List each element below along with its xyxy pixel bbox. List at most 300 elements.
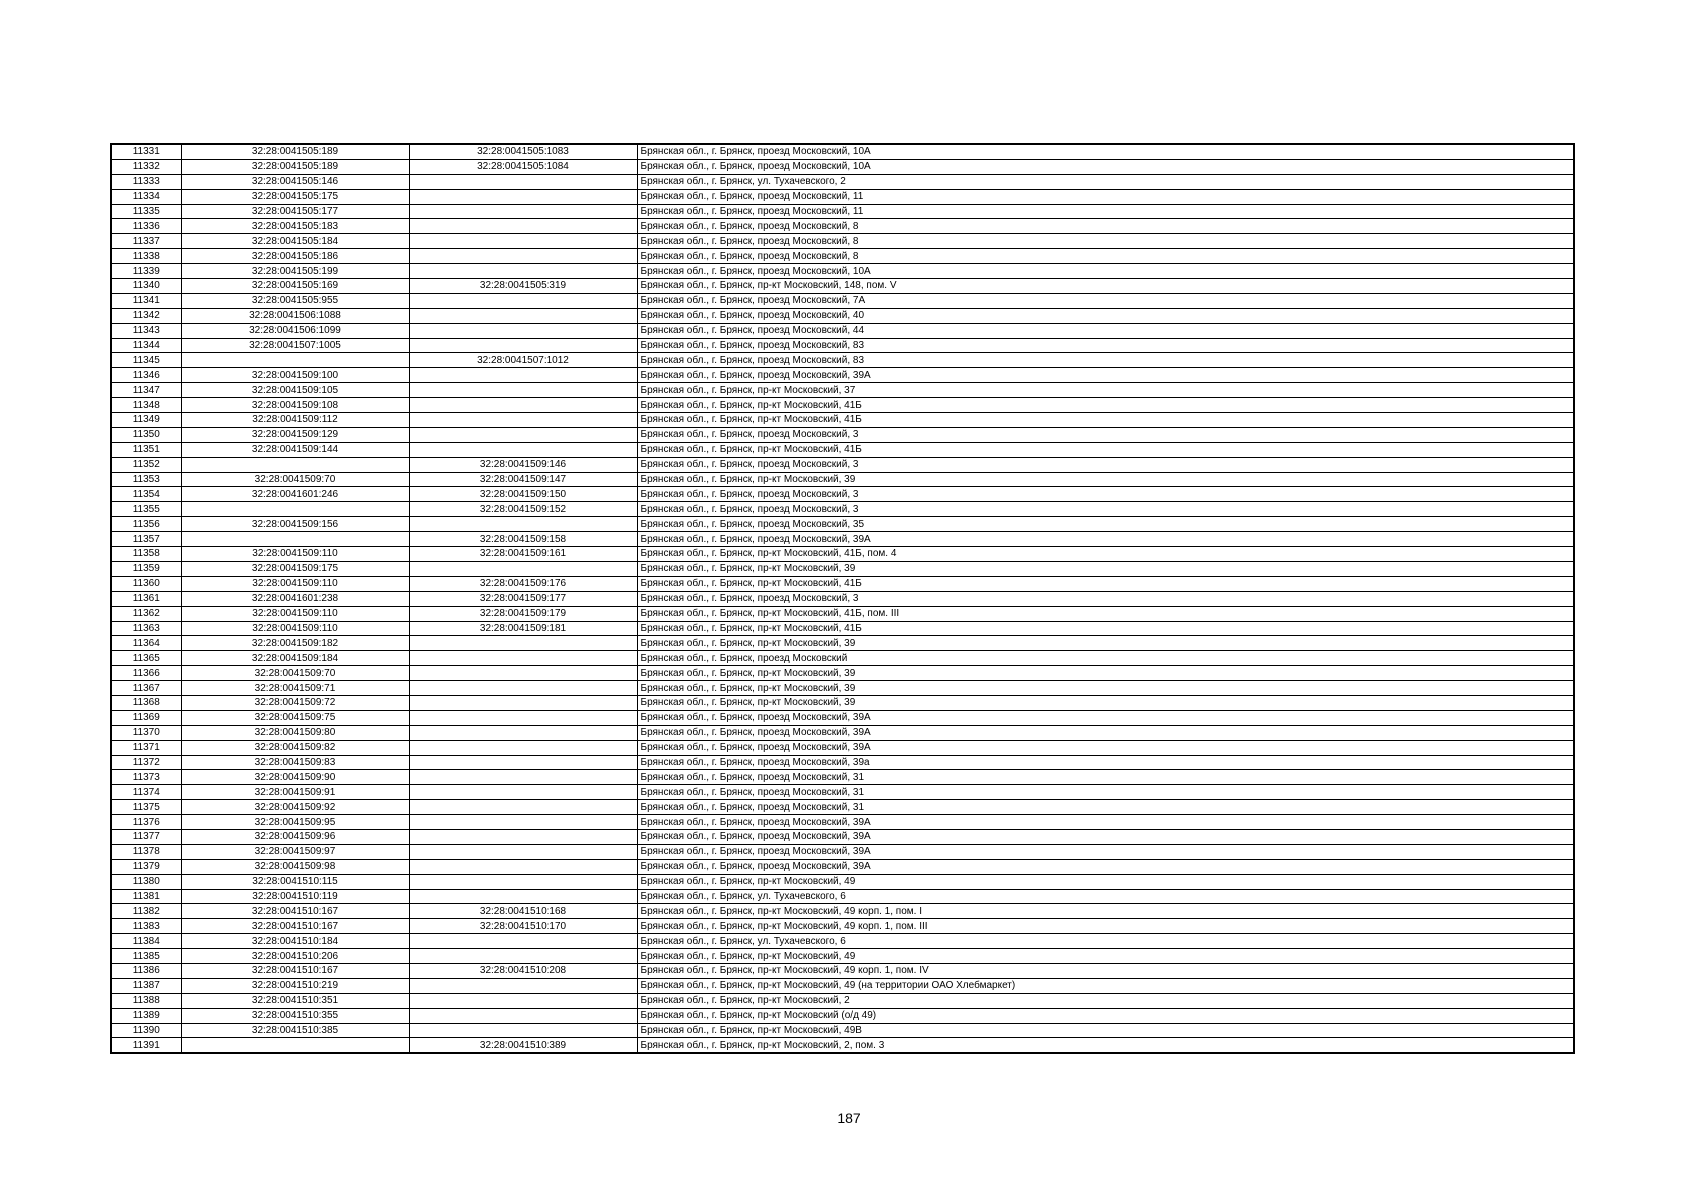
row-number-cell: 11373 <box>111 770 181 785</box>
parent-cadastral-number-cell: 32:28:0041505:184 <box>181 234 409 249</box>
parent-cadastral-number-cell: 32:28:0041509:95 <box>181 815 409 830</box>
address-cell: Брянская обл., г. Брянск, проезд Московский, 31 <box>637 770 1574 785</box>
parent-cadastral-number-cell: 32:28:0041509:92 <box>181 800 409 815</box>
parent-cadastral-number-cell <box>181 1038 409 1053</box>
cadastral-number-cell: 32:28:0041509:147 <box>409 472 637 487</box>
row-number-cell: 11345 <box>111 353 181 368</box>
address-cell: Брянская обл., г. Брянск, проезд Московский, 31 <box>637 785 1574 800</box>
address-cell: Брянская обл., г. Брянск, пр-кт Московский, 39 <box>637 666 1574 681</box>
row-number-cell: 11370 <box>111 725 181 740</box>
parent-cadastral-number-cell: 32:28:0041509:175 <box>181 561 409 576</box>
cadastral-number-cell: 32:28:0041505:319 <box>409 279 637 294</box>
parent-cadastral-number-cell: 32:28:0041510:115 <box>181 874 409 889</box>
address-cell: Брянская обл., г. Брянск, проезд Московский, 7А <box>637 293 1574 308</box>
address-cell: Брянская обл., г. Брянск, пр-кт Московский, 37 <box>637 383 1574 398</box>
row-number-cell: 11360 <box>111 576 181 591</box>
table-row <box>111 398 1574 413</box>
row-number-cell: 11355 <box>111 502 181 517</box>
parent-cadastral-number-cell: 32:28:0041510:219 <box>181 978 409 993</box>
parent-cadastral-number-cell: 32:28:0041509:98 <box>181 859 409 874</box>
cadastral-number-cell <box>409 413 637 428</box>
cadastral-number-cell <box>409 442 637 457</box>
cadastral-number-cell: 32:28:0041505:1084 <box>409 159 637 174</box>
address-cell: Брянская обл., г. Брянск, пр-кт Московский, 148, пом. V <box>637 279 1574 294</box>
parent-cadastral-number-cell: 32:28:0041505:189 <box>181 144 409 159</box>
parent-cadastral-number-cell <box>181 532 409 547</box>
row-number-cell: 11342 <box>111 308 181 323</box>
row-number-cell: 11368 <box>111 695 181 710</box>
parent-cadastral-number-cell: 32:28:0041510:206 <box>181 949 409 964</box>
address-cell: Брянская обл., г. Брянск, проезд Московский, 8 <box>637 219 1574 234</box>
address-cell: Брянская обл., г. Брянск, проезд Московский, 39А <box>637 740 1574 755</box>
table-row <box>111 323 1574 338</box>
address-cell: Брянская обл., г. Брянск, проезд Московский, 39А <box>637 844 1574 859</box>
parent-cadastral-number-cell: 32:28:0041509:83 <box>181 755 409 770</box>
row-number-cell: 11391 <box>111 1038 181 1053</box>
cadastral-number-cell <box>409 800 637 815</box>
parent-cadastral-number-cell: 32:28:0041509:144 <box>181 442 409 457</box>
table-row <box>111 963 1574 978</box>
parent-cadastral-number-cell: 32:28:0041505:175 <box>181 189 409 204</box>
address-cell: Брянская обл., г. Брянск, проезд Московский, 39А <box>637 815 1574 830</box>
address-cell: Брянская обл., г. Брянск, проезд Московский, 39А <box>637 532 1574 547</box>
cadastral-number-cell <box>409 174 637 189</box>
parent-cadastral-number-cell: 32:28:0041510:355 <box>181 1008 409 1023</box>
row-number-cell: 11332 <box>111 159 181 174</box>
parent-cadastral-number-cell: 32:28:0041507:1005 <box>181 338 409 353</box>
row-number-cell: 11379 <box>111 859 181 874</box>
cadastral-number-cell <box>409 651 637 666</box>
table-row <box>111 219 1574 234</box>
cadastral-number-cell <box>409 889 637 904</box>
address-cell: Брянская обл., г. Брянск, проезд Московский, 10А <box>637 144 1574 159</box>
parent-cadastral-number-cell <box>181 353 409 368</box>
parent-cadastral-number-cell: 32:28:0041509:156 <box>181 517 409 532</box>
cadastral-number-cell <box>409 993 637 1008</box>
table-row <box>111 383 1574 398</box>
parent-cadastral-number-cell: 32:28:0041506:1088 <box>181 308 409 323</box>
address-cell: Брянская обл., г. Брянск, проезд Московский, 44 <box>637 323 1574 338</box>
cadastral-number-cell <box>409 636 637 651</box>
table-row <box>111 829 1574 844</box>
cadastral-number-cell <box>409 785 637 800</box>
cadastral-number-cell <box>409 681 637 696</box>
parent-cadastral-number-cell: 32:28:0041510:167 <box>181 963 409 978</box>
table-row <box>111 457 1574 472</box>
parent-cadastral-number-cell: 32:28:0041505:199 <box>181 264 409 279</box>
address-cell: Брянская обл., г. Брянск, ул. Тухачевского, 6 <box>637 889 1574 904</box>
row-number-cell: 11344 <box>111 338 181 353</box>
address-cell: Брянская обл., г. Брянск, проезд Московский, 8 <box>637 234 1574 249</box>
row-number-cell: 11336 <box>111 219 181 234</box>
address-cell: Брянская обл., г. Брянск, пр-кт Московский, 41Б <box>637 398 1574 413</box>
row-number-cell: 11389 <box>111 1008 181 1023</box>
address-cell: Брянская обл., г. Брянск, пр-кт Московский, 39 <box>637 561 1574 576</box>
cadastral-number-cell <box>409 815 637 830</box>
cadastral-number-cell <box>409 293 637 308</box>
row-number-cell: 11347 <box>111 383 181 398</box>
parent-cadastral-number-cell: 32:28:0041509:110 <box>181 547 409 562</box>
table-row <box>111 1008 1574 1023</box>
parent-cadastral-number-cell: 32:28:0041510:385 <box>181 1023 409 1038</box>
table-row <box>111 844 1574 859</box>
cadastral-number-cell <box>409 978 637 993</box>
parent-cadastral-number-cell: 32:28:0041505:186 <box>181 249 409 264</box>
parent-cadastral-number-cell: 32:28:0041510:184 <box>181 934 409 949</box>
table-row <box>111 502 1574 517</box>
parent-cadastral-number-cell: 32:28:0041509:105 <box>181 383 409 398</box>
cadastral-number-cell: 32:28:0041505:1083 <box>409 144 637 159</box>
row-number-cell: 11387 <box>111 978 181 993</box>
cadastral-number-cell <box>409 204 637 219</box>
table-row <box>111 949 1574 964</box>
cadastral-number-cell <box>409 308 637 323</box>
cadastral-number-cell <box>409 829 637 844</box>
cadastral-number-cell: 32:28:0041509:179 <box>409 606 637 621</box>
row-number-cell: 11388 <box>111 993 181 1008</box>
address-cell: Брянская обл., г. Брянск, проезд Московский, 40 <box>637 308 1574 323</box>
parent-cadastral-number-cell: 32:28:0041509:182 <box>181 636 409 651</box>
cadastral-number-cell: 32:28:0041509:158 <box>409 532 637 547</box>
parent-cadastral-number-cell: 32:28:0041509:184 <box>181 651 409 666</box>
row-number-cell: 11381 <box>111 889 181 904</box>
row-number-cell: 11376 <box>111 815 181 830</box>
row-number-cell: 11369 <box>111 710 181 725</box>
cadastral-number-cell <box>409 710 637 725</box>
cadastral-number-cell: 32:28:0041509:146 <box>409 457 637 472</box>
address-cell: Брянская обл., г. Брянск, пр-кт Московский, 41Б <box>637 413 1574 428</box>
table-row <box>111 264 1574 279</box>
cadastral-number-cell: 32:28:0041509:161 <box>409 547 637 562</box>
row-number-cell: 11339 <box>111 264 181 279</box>
row-number-cell: 11340 <box>111 279 181 294</box>
address-cell: Брянская обл., г. Брянск, проезд Московский, 11 <box>637 204 1574 219</box>
address-cell: Брянская обл., г. Брянск, проезд Московский, 39А <box>637 829 1574 844</box>
parent-cadastral-number-cell: 32:28:0041509:80 <box>181 725 409 740</box>
table-row <box>111 725 1574 740</box>
row-number-cell: 11357 <box>111 532 181 547</box>
parent-cadastral-number-cell <box>181 457 409 472</box>
cadastral-number-cell <box>409 264 637 279</box>
address-cell: Брянская обл., г. Брянск, проезд Московский, 31 <box>637 800 1574 815</box>
parent-cadastral-number-cell: 32:28:0041509:110 <box>181 621 409 636</box>
row-number-cell: 11362 <box>111 606 181 621</box>
table-row <box>111 606 1574 621</box>
parent-cadastral-number-cell: 32:28:0041509:110 <box>181 576 409 591</box>
address-cell: Брянская обл., г. Брянск, пр-кт Московский, 41Б <box>637 621 1574 636</box>
table-row <box>111 889 1574 904</box>
table-row <box>111 472 1574 487</box>
address-cell: Брянская обл., г. Брянск, проезд Московский, 39а <box>637 755 1574 770</box>
cadastral-number-cell <box>409 725 637 740</box>
row-number-cell: 11351 <box>111 442 181 457</box>
page-number: 187 <box>837 1110 861 1126</box>
table-row <box>111 874 1574 889</box>
table-row <box>111 681 1574 696</box>
parent-cadastral-number-cell: 32:28:0041505:177 <box>181 204 409 219</box>
row-number-cell: 11346 <box>111 368 181 383</box>
address-cell: Брянская обл., г. Брянск, пр-кт Московский, 49 <box>637 949 1574 964</box>
cadastral-number-cell <box>409 755 637 770</box>
table-row <box>111 293 1574 308</box>
table-row <box>111 517 1574 532</box>
row-number-cell: 11365 <box>111 651 181 666</box>
table-row <box>111 770 1574 785</box>
table-row <box>111 279 1574 294</box>
cadastral-number-cell <box>409 1023 637 1038</box>
table-row <box>111 249 1574 264</box>
address-cell: Брянская обл., г. Брянск, ул. Тухачевского, 6 <box>637 934 1574 949</box>
table-row <box>111 487 1574 502</box>
parent-cadastral-number-cell: 32:28:0041509:75 <box>181 710 409 725</box>
row-number-cell: 11372 <box>111 755 181 770</box>
table-row <box>111 144 1574 159</box>
table-row <box>111 174 1574 189</box>
table-row <box>111 785 1574 800</box>
parent-cadastral-number-cell <box>181 502 409 517</box>
table-row <box>111 159 1574 174</box>
address-cell: Брянская обл., г. Брянск, пр-кт Московский, 49 <box>637 874 1574 889</box>
address-cell: Брянская обл., г. Брянск, пр-кт Московский, 49 корп. 1, пом. IV <box>637 963 1574 978</box>
address-cell: Брянская обл., г. Брянск, проезд Московский, 10А <box>637 159 1574 174</box>
cadastral-number-cell <box>409 323 637 338</box>
table-row <box>111 859 1574 874</box>
cadastral-number-cell <box>409 740 637 755</box>
row-number-cell: 11383 <box>111 919 181 934</box>
row-number-cell: 11363 <box>111 621 181 636</box>
row-number-cell: 11374 <box>111 785 181 800</box>
address-cell: Брянская обл., г. Брянск, проезд Московский, 83 <box>637 338 1574 353</box>
address-cell: Брянская обл., г. Брянск, проезд Московский, 3 <box>637 457 1574 472</box>
parent-cadastral-number-cell: 32:28:0041509:90 <box>181 770 409 785</box>
parent-cadastral-number-cell: 32:28:0041509:112 <box>181 413 409 428</box>
table-row <box>111 710 1574 725</box>
table-row <box>111 368 1574 383</box>
row-number-cell: 11378 <box>111 844 181 859</box>
cadastral-number-cell: 32:28:0041510:389 <box>409 1038 637 1053</box>
cadastral-number-cell <box>409 249 637 264</box>
cadastral-number-cell <box>409 561 637 576</box>
table-row <box>111 353 1574 368</box>
address-cell: Брянская обл., г. Брянск, проезд Московский, 39А <box>637 368 1574 383</box>
parent-cadastral-number-cell: 32:28:0041510:167 <box>181 904 409 919</box>
row-number-cell: 11338 <box>111 249 181 264</box>
row-number-cell: 11335 <box>111 204 181 219</box>
cadastral-number-cell <box>409 844 637 859</box>
address-cell: Брянская обл., г. Брянск, проезд Московский, 3 <box>637 502 1574 517</box>
table-row <box>111 413 1574 428</box>
cadastral-number-cell <box>409 517 637 532</box>
row-number-cell: 11390 <box>111 1023 181 1038</box>
parent-cadastral-number-cell: 32:28:0041509:108 <box>181 398 409 413</box>
table-row <box>111 978 1574 993</box>
parent-cadastral-number-cell: 32:28:0041509:82 <box>181 740 409 755</box>
table-row <box>111 666 1574 681</box>
parent-cadastral-number-cell: 32:28:0041509:71 <box>181 681 409 696</box>
parent-cadastral-number-cell: 32:28:0041509:91 <box>181 785 409 800</box>
table-row <box>111 934 1574 949</box>
row-number-cell: 11354 <box>111 487 181 502</box>
parent-cadastral-number-cell: 32:28:0041509:70 <box>181 472 409 487</box>
table-row <box>111 204 1574 219</box>
row-number-cell: 11356 <box>111 517 181 532</box>
address-cell: Брянская обл., г. Брянск, пр-кт Московский, 49 корп. 1, пом. I <box>637 904 1574 919</box>
parent-cadastral-number-cell: 32:28:0041505:183 <box>181 219 409 234</box>
table-row <box>111 695 1574 710</box>
table-row <box>111 591 1574 606</box>
parent-cadastral-number-cell: 32:28:0041509:70 <box>181 666 409 681</box>
address-cell: Брянская обл., г. Брянск, ул. Тухачевского, 2 <box>637 174 1574 189</box>
address-cell: Брянская обл., г. Брянск, проезд Московский, 10А <box>637 264 1574 279</box>
address-cell: Брянская обл., г. Брянск, пр-кт Московский, 49 корп. 1, пом. III <box>637 919 1574 934</box>
row-number-cell: 11349 <box>111 413 181 428</box>
cadastral-number-cell <box>409 666 637 681</box>
row-number-cell: 11380 <box>111 874 181 889</box>
address-cell: Брянская обл., г. Брянск, проезд Московский, 39А <box>637 710 1574 725</box>
address-cell: Брянская обл., г. Брянск, пр-кт Московский, 49В <box>637 1023 1574 1038</box>
parent-cadastral-number-cell: 32:28:0041510:119 <box>181 889 409 904</box>
row-number-cell: 11377 <box>111 829 181 844</box>
row-number-cell: 11367 <box>111 681 181 696</box>
table-row <box>111 561 1574 576</box>
parent-cadastral-number-cell: 32:28:0041509:129 <box>181 427 409 442</box>
row-number-cell: 11348 <box>111 398 181 413</box>
parent-cadastral-number-cell: 32:28:0041509:100 <box>181 368 409 383</box>
cadastral-number-cell: 32:28:0041510:168 <box>409 904 637 919</box>
table-row <box>111 919 1574 934</box>
address-cell: Брянская обл., г. Брянск, пр-кт Московский, 39 <box>637 636 1574 651</box>
table-row <box>111 547 1574 562</box>
row-number-cell: 11341 <box>111 293 181 308</box>
cadastral-number-cell <box>409 874 637 889</box>
address-cell: Брянская обл., г. Брянск, пр-кт Московский (о/д 49) <box>637 1008 1574 1023</box>
parent-cadastral-number-cell: 32:28:0041509:97 <box>181 844 409 859</box>
address-cell: Брянская обл., г. Брянск, проезд Московский, 35 <box>637 517 1574 532</box>
parent-cadastral-number-cell: 32:28:0041505:169 <box>181 279 409 294</box>
address-cell: Брянская обл., г. Брянск, проезд Московский, 3 <box>637 591 1574 606</box>
row-number-cell: 11361 <box>111 591 181 606</box>
address-cell: Брянская обл., г. Брянск, проезд Московский, 11 <box>637 189 1574 204</box>
cadastral-number-cell <box>409 338 637 353</box>
address-cell: Брянская обл., г. Брянск, пр-кт Московский, 41Б, пом. III <box>637 606 1574 621</box>
parent-cadastral-number-cell: 32:28:0041509:110 <box>181 606 409 621</box>
address-cell: Брянская обл., г. Брянск, проезд Московский, 8 <box>637 249 1574 264</box>
table-row <box>111 442 1574 457</box>
parent-cadastral-number-cell: 32:28:0041509:96 <box>181 829 409 844</box>
parent-cadastral-number-cell: 32:28:0041510:167 <box>181 919 409 934</box>
cadastral-number-cell: 32:28:0041509:181 <box>409 621 637 636</box>
row-number-cell: 11385 <box>111 949 181 964</box>
cadastral-number-cell: 32:28:0041510:170 <box>409 919 637 934</box>
row-number-cell: 11366 <box>111 666 181 681</box>
table-row <box>111 576 1574 591</box>
address-cell: Брянская обл., г. Брянск, пр-кт Московский, 39 <box>637 695 1574 710</box>
cadastral-number-cell: 32:28:0041507:1012 <box>409 353 637 368</box>
table-row <box>111 904 1574 919</box>
cadastral-number-cell <box>409 949 637 964</box>
address-cell: Брянская обл., г. Брянск, проезд Московский, 83 <box>637 353 1574 368</box>
cadastral-number-cell <box>409 1008 637 1023</box>
row-number-cell: 11353 <box>111 472 181 487</box>
row-number-cell: 11359 <box>111 561 181 576</box>
parent-cadastral-number-cell: 32:28:0041505:189 <box>181 159 409 174</box>
table-row <box>111 993 1574 1008</box>
row-number-cell: 11375 <box>111 800 181 815</box>
cadastral-number-cell <box>409 383 637 398</box>
cadastral-number-cell <box>409 189 637 204</box>
row-number-cell: 11371 <box>111 740 181 755</box>
row-number-cell: 11364 <box>111 636 181 651</box>
address-cell: Брянская обл., г. Брянск, проезд Московский, 39А <box>637 859 1574 874</box>
table-row <box>111 427 1574 442</box>
cadastral-number-cell: 32:28:0041509:150 <box>409 487 637 502</box>
parent-cadastral-number-cell: 32:28:0041601:238 <box>181 591 409 606</box>
table-row <box>111 189 1574 204</box>
parent-cadastral-number-cell: 32:28:0041505:955 <box>181 293 409 308</box>
cadastral-number-cell: 32:28:0041509:176 <box>409 576 637 591</box>
row-number-cell: 11343 <box>111 323 181 338</box>
table-row <box>111 234 1574 249</box>
row-number-cell: 11334 <box>111 189 181 204</box>
address-cell: Брянская обл., г. Брянск, пр-кт Московский, 41Б <box>637 576 1574 591</box>
row-number-cell: 11350 <box>111 427 181 442</box>
cadastral-number-cell <box>409 234 637 249</box>
cadastral-number-cell <box>409 859 637 874</box>
table-row <box>111 308 1574 323</box>
table-body <box>111 144 1574 1053</box>
parent-cadastral-number-cell: 32:28:0041505:146 <box>181 174 409 189</box>
address-cell: Брянская обл., г. Брянск, пр-кт Московский, 49 (на территории ОАО Хлебмаркет) <box>637 978 1574 993</box>
table-row <box>111 532 1574 547</box>
cadastral-number-cell <box>409 770 637 785</box>
table-row <box>111 800 1574 815</box>
parent-cadastral-number-cell: 32:28:0041510:351 <box>181 993 409 1008</box>
row-number-cell: 11333 <box>111 174 181 189</box>
table-row <box>111 755 1574 770</box>
row-number-cell: 11384 <box>111 934 181 949</box>
row-number-cell: 11337 <box>111 234 181 249</box>
table-row <box>111 815 1574 830</box>
parent-cadastral-number-cell: 32:28:0041506:1099 <box>181 323 409 338</box>
address-cell: Брянская обл., г. Брянск, пр-кт Московский, 39 <box>637 681 1574 696</box>
cadastral-number-cell <box>409 934 637 949</box>
table-row <box>111 1023 1574 1038</box>
cadastral-register-table <box>110 143 1575 1054</box>
table-row <box>111 636 1574 651</box>
address-cell: Брянская обл., г. Брянск, пр-кт Московский, 39 <box>637 472 1574 487</box>
address-cell: Брянская обл., г. Брянск, пр-кт Московский, 2, пом. 3 <box>637 1038 1574 1053</box>
table-row <box>111 740 1574 755</box>
table-row <box>111 338 1574 353</box>
address-cell: Брянская обл., г. Брянск, пр-кт Московский, 41Б, пом. 4 <box>637 547 1574 562</box>
row-number-cell: 11352 <box>111 457 181 472</box>
table-row <box>111 1038 1574 1053</box>
cadastral-number-cell: 32:28:0041510:208 <box>409 963 637 978</box>
cadastral-number-cell <box>409 219 637 234</box>
address-cell: Брянская обл., г. Брянск, проезд Московский <box>637 651 1574 666</box>
row-number-cell: 11386 <box>111 963 181 978</box>
address-cell: Брянская обл., г. Брянск, пр-кт Московский, 2 <box>637 993 1574 1008</box>
parent-cadastral-number-cell: 32:28:0041601:246 <box>181 487 409 502</box>
cadastral-number-cell <box>409 695 637 710</box>
cadastral-number-cell <box>409 368 637 383</box>
address-cell: Брянская обл., г. Брянск, проезд Московский, 3 <box>637 487 1574 502</box>
address-cell: Брянская обл., г. Брянск, проезд Московский, 3 <box>637 427 1574 442</box>
row-number-cell: 11331 <box>111 144 181 159</box>
cadastral-number-cell: 32:28:0041509:152 <box>409 502 637 517</box>
table-row <box>111 651 1574 666</box>
cadastral-number-cell: 32:28:0041509:177 <box>409 591 637 606</box>
